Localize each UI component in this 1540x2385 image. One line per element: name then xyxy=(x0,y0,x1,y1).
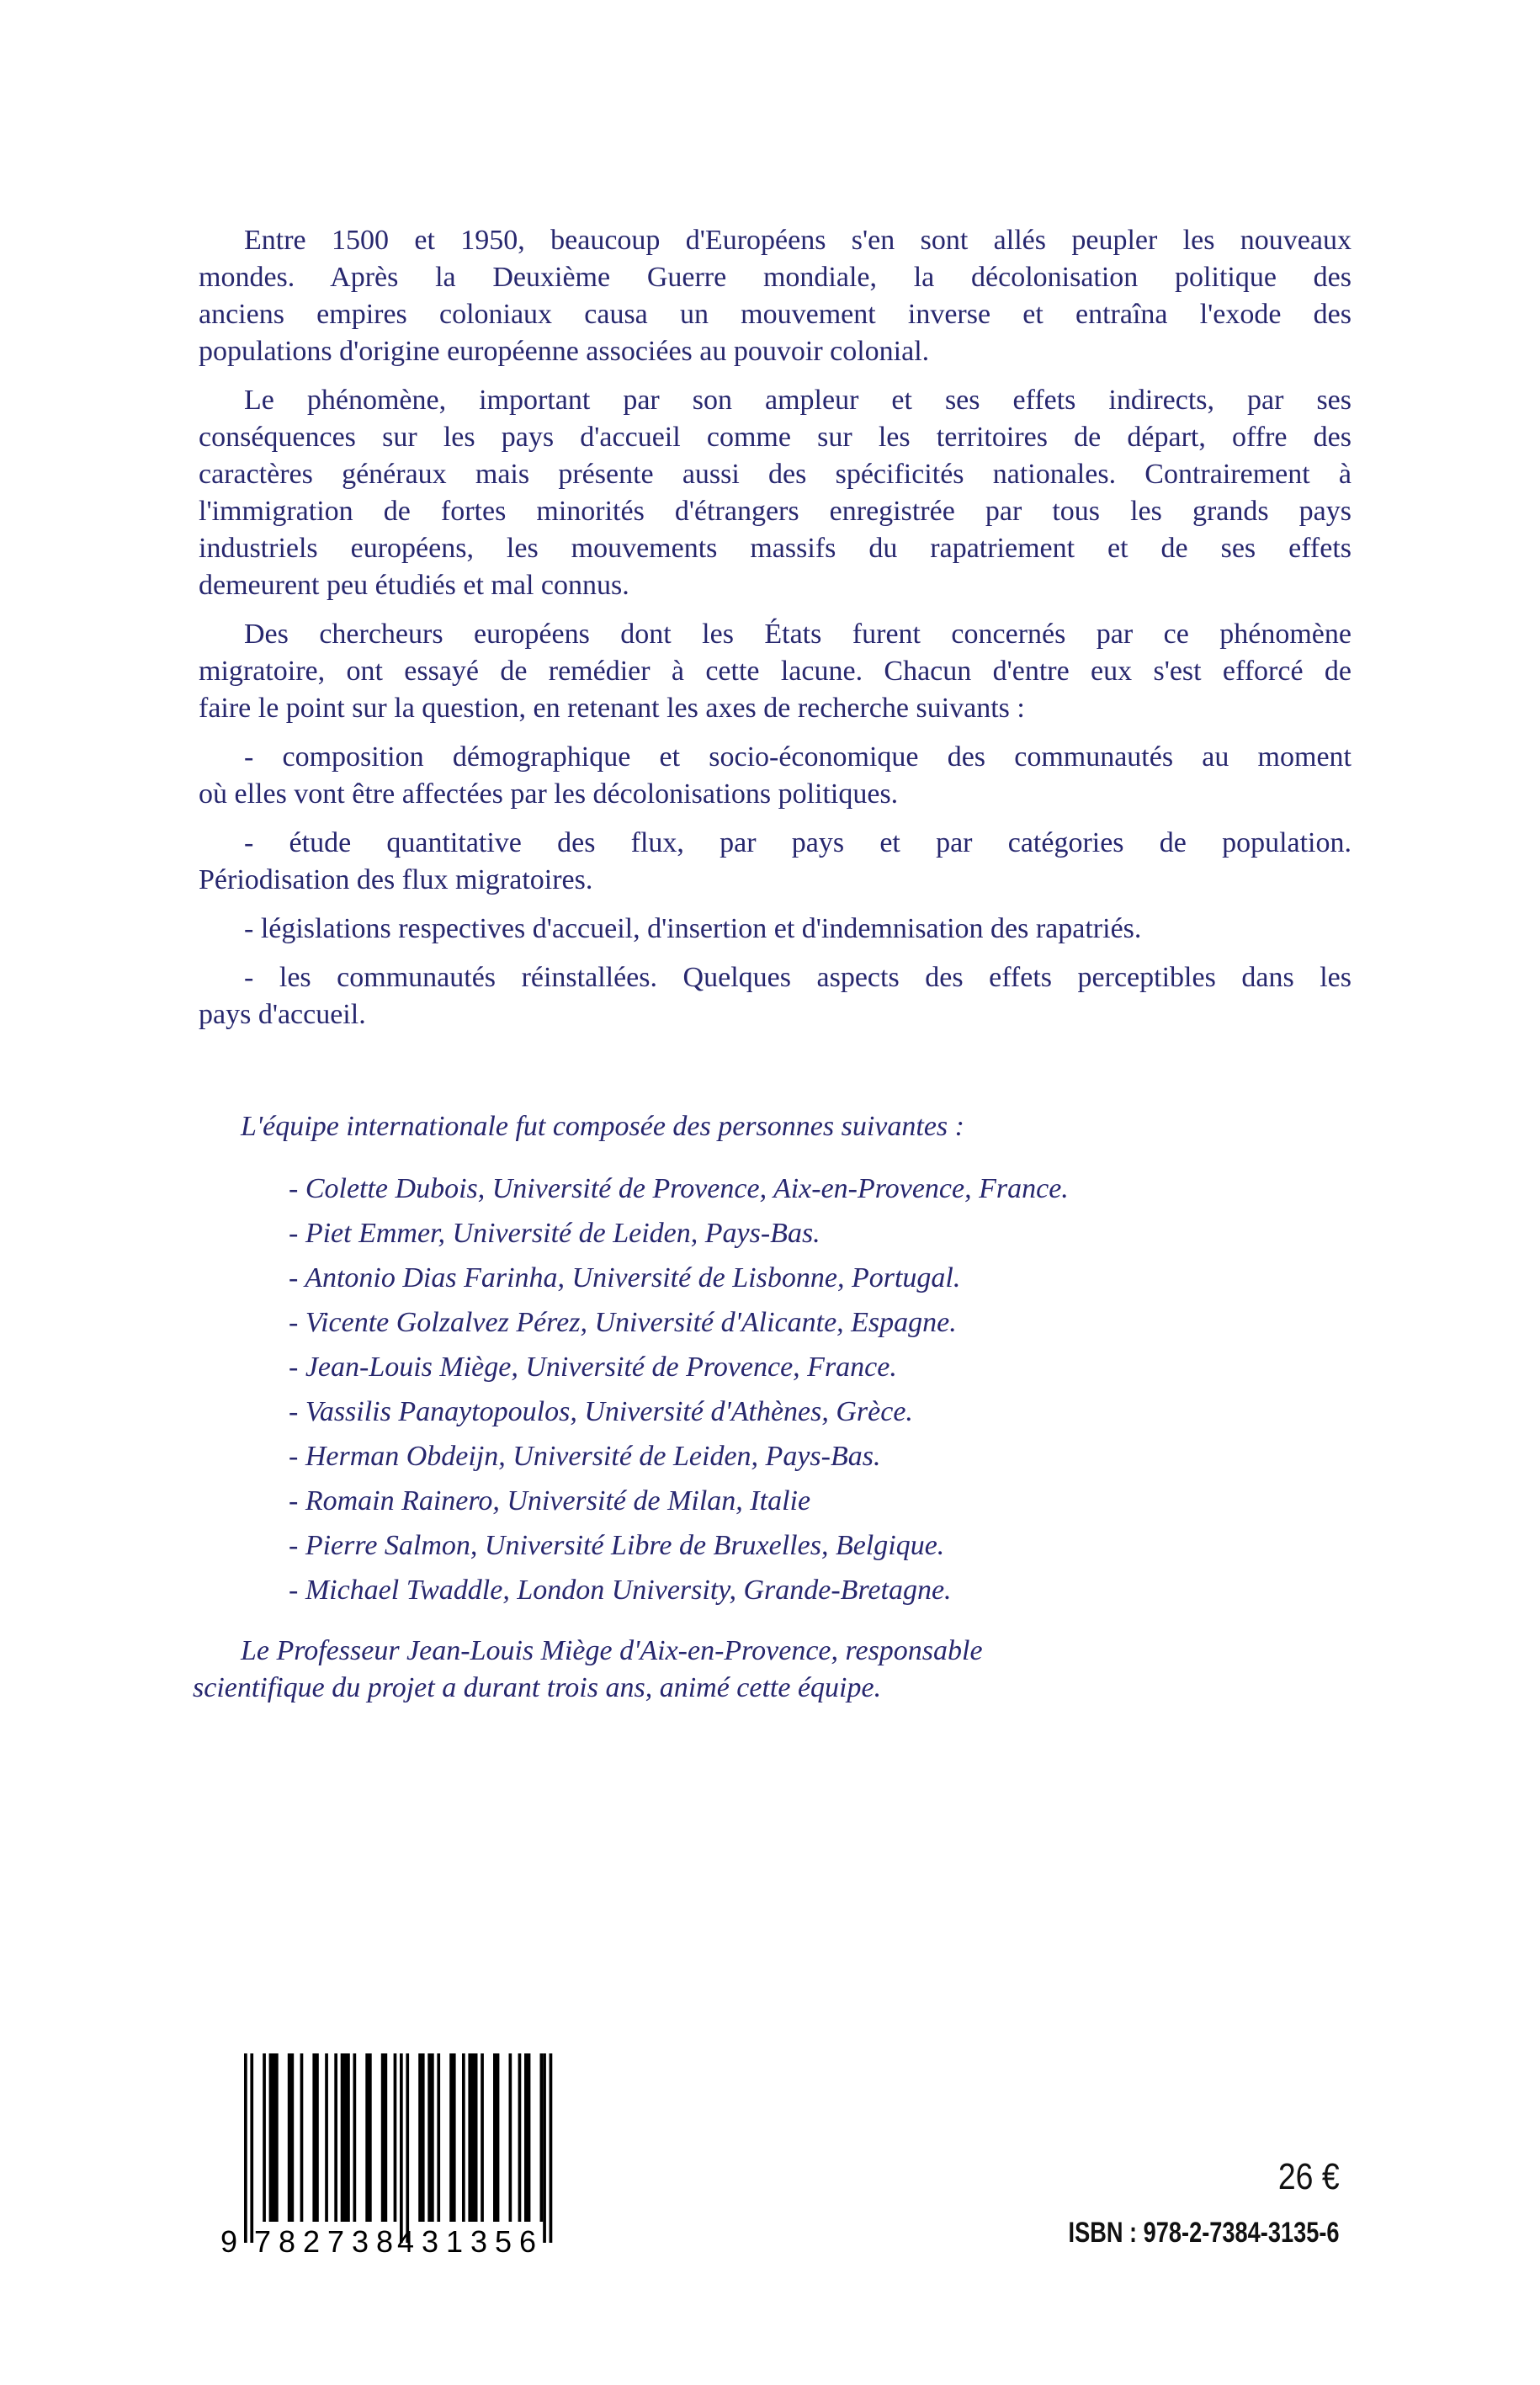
barcode-bar xyxy=(427,2053,433,2222)
text-line: mondes. Après la Deuxième Guerre mondiale, la décolonisation politique des xyxy=(199,262,1351,293)
barcode-bar xyxy=(381,2053,387,2222)
barcode-bar xyxy=(437,2053,440,2222)
text-line: Des chercheurs européens dont les États furent concernés par ce phénomène xyxy=(244,619,1351,650)
text-line: l'immigration de fortes minorités d'étrangers enregistrée par tous les grands pays xyxy=(199,496,1351,527)
team-member: - Michael Twaddle, London University, Grande-Bretagne. xyxy=(289,1575,952,1606)
barcode-bar xyxy=(518,2053,522,2222)
barcode-bar xyxy=(550,2053,553,2243)
barcode-bar xyxy=(312,2053,318,2222)
barcode-bar xyxy=(353,2053,357,2222)
text-line: Le phénomène, important par son ampleur et ses effets indirects, par ses xyxy=(244,385,1351,416)
text-line: Périodisation des flux migratoires. xyxy=(199,864,593,895)
closing-line: scientifique du projet a durant trois ans, animé cette équipe. xyxy=(193,1672,882,1703)
barcode-bar xyxy=(481,2053,484,2222)
team-member: - Romain Rainero, Université de Milan, Italie xyxy=(289,1485,811,1517)
text-line: faire le point sur la question, en retenant les axes de recherche suivants : xyxy=(199,693,1025,724)
text-line: - composition démographique et socio-économique des communautés au moment xyxy=(244,741,1351,773)
text-line: migratoire, ont essayé de remédier à cette lacune. Chacun d'entre eux s'est efforcé de xyxy=(199,656,1351,687)
barcode-bar xyxy=(263,2053,266,2222)
closing-paragraph xyxy=(193,1633,983,1707)
team-member: - Antonio Dias Farinha, Université de Lisbonne, Portugal. xyxy=(289,1262,961,1293)
barcode-bar xyxy=(540,2053,544,2222)
barcode-bar xyxy=(449,2053,455,2222)
price: 26 € xyxy=(1278,2156,1340,2197)
barcode-bar xyxy=(406,2053,409,2243)
summary-paragraph xyxy=(199,911,1351,948)
barcode-bar xyxy=(394,2053,397,2222)
team-member: - Colette Dubois, Université de Provence, Aix-en-Provence, France. xyxy=(289,1173,1069,1204)
barcode-bar xyxy=(244,2053,247,2243)
team-member: - Pierre Salmon, Université Libre de Bruxelles, Belgique. xyxy=(289,1530,945,1561)
barcode-bar xyxy=(300,2053,304,2222)
barcode-bar xyxy=(418,2053,424,2222)
team-intro: L'équipe internationale fut composée des personnes suivantes : xyxy=(241,1111,964,1142)
barcode-bar xyxy=(543,2053,546,2243)
text-line: anciens empires coloniaux causa un mouvement inverse et entraîna l'exode des xyxy=(199,299,1351,330)
barcode-bar xyxy=(334,2053,337,2222)
summary-paragraph xyxy=(199,222,1351,370)
barcode-bar xyxy=(462,2053,465,2222)
barcode-bar xyxy=(509,2053,512,2222)
barcode-bar xyxy=(288,2053,294,2222)
closing-line: Le Professeur Jean-Louis Miège d'Aix-en-Provence, responsable xyxy=(241,1635,983,1666)
text-line: industriels européens, les mouvements massifs du rapatriement et de ses effets xyxy=(199,533,1351,564)
summary-paragraph xyxy=(199,616,1351,727)
text-line: - législations respectives d'accueil, d'insertion et d'indemnisation des rapatriés. xyxy=(244,913,1142,944)
summary-paragraph xyxy=(199,382,1351,604)
text-line: pays d'accueil. xyxy=(199,999,366,1030)
barcode-digits-left: 782738 xyxy=(254,2224,393,2255)
text-line: - les communautés réinstallées. Quelques aspects des effets perceptibles dans les xyxy=(244,962,1351,993)
summary-text xyxy=(199,222,1351,1045)
summary-paragraph xyxy=(199,739,1351,813)
barcode-bar xyxy=(524,2053,530,2222)
text-line: où elles vont être affectées par les décolonisations politiques. xyxy=(199,778,899,810)
text-line: Entre 1500 et 1950, beaucoup d'Européens s'en sont allés peupler les nouveaux xyxy=(244,225,1351,256)
team-member: - Piet Emmer, Université de Leiden, Pays-Bas. xyxy=(289,1218,820,1249)
team-member: - Vassilis Panaytopoulos, Université d'Athènes, Grèce. xyxy=(289,1396,913,1427)
barcode-bar xyxy=(468,2053,477,2222)
summary-paragraph xyxy=(199,825,1351,899)
barcode-bar xyxy=(250,2053,253,2243)
team-member: - Jean-Louis Miège, Université de Provence, France. xyxy=(289,1352,897,1383)
barcode-bar xyxy=(341,2053,350,2222)
text-line: populations d'origine européenne associées au pouvoir colonial. xyxy=(199,336,930,367)
team-member-list xyxy=(289,1166,1069,1612)
isbn: ISBN : 978-2-7384-3135-6 xyxy=(1068,2217,1340,2249)
summary-paragraph xyxy=(199,959,1351,1033)
team-member: - Vicente Golzalvez Pérez, Université d'Alicante, Espagne. xyxy=(289,1307,957,1338)
barcode xyxy=(220,2053,557,2255)
barcode-bar xyxy=(269,2053,279,2222)
barcode-digits-right: 431356 xyxy=(397,2224,536,2255)
barcode-bar xyxy=(400,2053,403,2243)
text-line: demeurent peu étudiés et mal connus. xyxy=(199,570,629,601)
barcode-bar xyxy=(325,2053,328,2222)
text-line: - étude quantitative des flux, par pays et par catégories de population. xyxy=(244,827,1351,858)
barcode-bar xyxy=(493,2053,499,2222)
text-line: conséquences sur les pays d'accueil comme sur les territoires de départ, offre des xyxy=(199,422,1351,453)
barcode-digit-first: 9 xyxy=(220,2224,238,2255)
text-line: caractères généraux mais présente aussi des spécificités nationales. Contrairement à xyxy=(199,459,1351,490)
barcode-bar xyxy=(365,2053,371,2222)
team-member: - Herman Obdeijn, Université de Leiden, Pays-Bas. xyxy=(289,1441,881,1472)
